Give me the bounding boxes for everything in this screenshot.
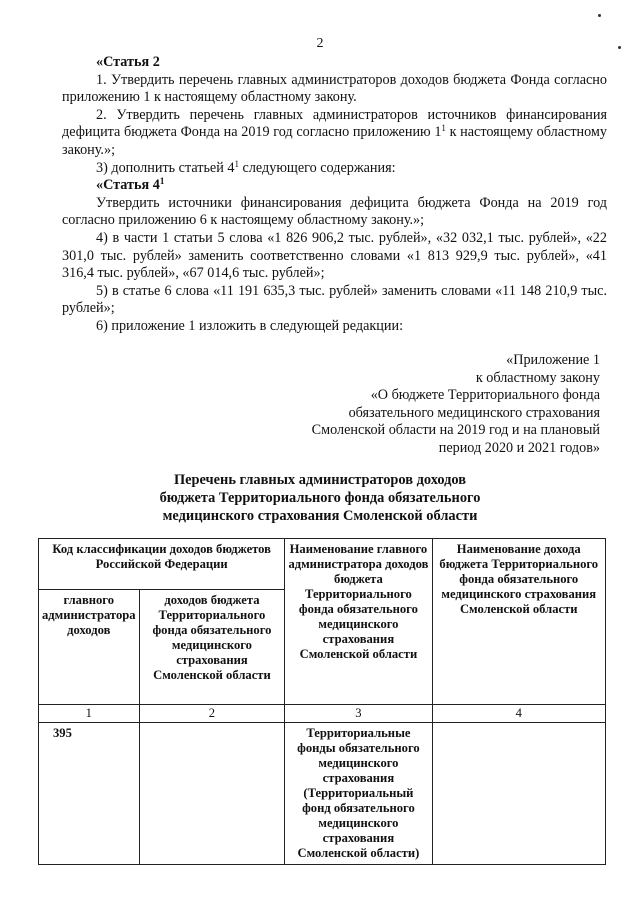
- document-body: [62, 54, 607, 336]
- paragraph: 1. Утвердить перечень главных администраторов доходов бюджета Фонда согласно приложению 1 к настоящему областному закону.: [62, 71, 607, 106]
- header-cell-income-name: Наименование дохода бюджета Территориального фонда обязательного медицинского страхования Смоленской области: [432, 539, 606, 705]
- group-header-cell: Код классификации доходов бюджетов Российской Федерации: [39, 539, 285, 590]
- administrators-table: [38, 538, 606, 865]
- column-number: 4: [432, 705, 606, 723]
- administrator-name-cell: Территориальные фонды обязательного медицинского страхования (Территориальный фонд обязательного медицинского страхования Смоленской области): [285, 723, 432, 865]
- header-cell-administrator: Наименование главного администратора доходов бюджета Территориального фонда обязательного медицинского страхования Смоленской области: [285, 539, 432, 705]
- paragraph: 6) приложение 1 изложить в следующей редакции:: [96, 317, 404, 334]
- page-number: 2: [316, 36, 324, 51]
- header-cell-income-code: доходов бюджета Территориального фонда обязательного медицинского страхования Смоленской области: [139, 590, 285, 705]
- list-title: Перечень главных администраторов доходов бюджета Территориального фонда обязательного медицинского страхования Смоленской области: [159, 472, 481, 524]
- paragraph: 5) в статье 6 слова «11 191 635,3 тыс. рублей» заменить словами «11 148 210,9 тыс. рублей»;: [62, 282, 607, 317]
- admin-code-cell: 395: [39, 723, 140, 865]
- paragraph: 2. Утвердить перечень главных администраторов источников финансирования дефицита бюджета Фонда на 2019 год согласно приложению $1^1$ к настоящему областному закону.»;: [62, 106, 608, 158]
- appendix-line: обязательного медицинского страхования: [348, 404, 600, 421]
- column-number-row: [39, 705, 606, 723]
- paragraph: 4) в части 1 статьи 5 слова «1 826 906,2 тыс. рублей», «32 032,1 тыс. рублей», «22 301,0 тыс. рублей» заменить соответственно словами «1 813 929,9 тыс. рублей», «41 316,4 тыс. рублей», «67 014,6 тыс. рублей»;: [62, 229, 607, 282]
- appendix-line: Смоленской области на 2019 год и на плановый: [311, 422, 600, 439]
- appendix-header: [260, 352, 600, 458]
- paragraph: «Статья $4^1$: [96, 176, 165, 194]
- appendix-line: «Приложение 1: [506, 352, 600, 368]
- appendix-line: период 2020 и 2021 годов»: [438, 439, 600, 456]
- income-code-cell: [139, 723, 285, 865]
- appendix-line: к областному закону: [475, 369, 600, 386]
- paragraph: 3) дополнить статьей $4^1$ следующего содержания:: [96, 158, 396, 176]
- appendix-line: «О бюджете Территориального фонда: [370, 387, 600, 404]
- table-header-row: [39, 539, 606, 590]
- table-row: [39, 723, 606, 865]
- column-number: 1: [39, 705, 140, 723]
- paragraph: Утвердить источники финансирования дефицита бюджета Фонда на 2019 год согласно приложению 6 к настоящему областному закону.»;: [62, 194, 607, 229]
- header-cell-admin-code: главного администратора доходов: [39, 590, 140, 705]
- column-number: 3: [285, 705, 432, 723]
- scan-speck: [598, 14, 601, 17]
- income-name-cell: [432, 723, 606, 865]
- paragraph: «Статья 2: [96, 54, 160, 70]
- column-number: 2: [139, 705, 285, 723]
